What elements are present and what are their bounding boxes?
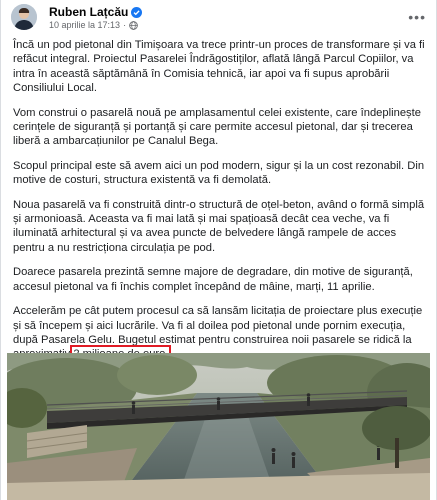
post-paragraph: Noua pasarelă va fi construită dintr-o structură de oțel-beton, având o formă simplă și armonioasă. Aceasta va fi mai lată și mai spațioasă decât cea veche, va fi iluminată arhitectural și va avea puncte de belvedere lângă rampele de acces pentru a nu restricționa circulația pe pod.	[13, 198, 425, 254]
post-paragraph: Vom construi o pasarelă nouă pe amplasamentul celei existente, care îndeplinește cerințele de siguranță și portanță și care permite accesul pietonal, dar și trecerea liberă a ambarcațiunilor pe Canalul Bega.	[13, 106, 421, 148]
post-paragraph: Încă un pod pietonal din Timișoara va trece printr-un proces de transformare și va fi refăcut integral. Proiectul Pasarelei Îndrăgostiților, aflată lângă Parcul Copiilor, va intra în această săptămână în Comisia tehnică, iar apoi va fi supus aprobării Consiliului Local.	[13, 39, 425, 95]
post-body	[13, 38, 425, 372]
verified-badge-icon	[131, 7, 142, 18]
post-paragraph: Doarece pasarela prezintă semne majore de degradare, din motive de siguranță, accesul pietonal va fi închis complet începând de mâine, marți, 11 aprilie.	[13, 266, 413, 293]
globe-icon	[129, 21, 138, 30]
bridge-rendering-image	[7, 353, 430, 500]
post-paragraph: Scopul principal este să avem aici un pod modern, sigur și la un cost rezonabil. Din motive de costuri, structura existentă va fi demolată.	[13, 159, 425, 187]
more-options-button[interactable]	[408, 9, 426, 25]
author-avatar[interactable]	[11, 4, 37, 30]
post-header	[9, 3, 428, 33]
author-name-row	[49, 5, 142, 19]
meta-separator: ·	[123, 20, 127, 30]
post-timestamp[interactable]: 10 aprilie la 17:13	[49, 20, 121, 30]
post-paragraph-text: Accelerăm pe cât putem procesul ca să lansăm licitația de proiectare plus execuție și să începem și aici lucrările. Va fi al doilea pod pietonal unde pornim execuția, după Pasarela Gelu. Bugetul estimat pentru construirea noii pasarele se ridică la	[13, 305, 423, 346]
more-horizontal-icon: •••	[408, 9, 426, 25]
post-image[interactable]	[7, 353, 430, 500]
author-name[interactable]: Ruben Lațcău	[49, 5, 129, 19]
post-meta	[49, 20, 138, 30]
